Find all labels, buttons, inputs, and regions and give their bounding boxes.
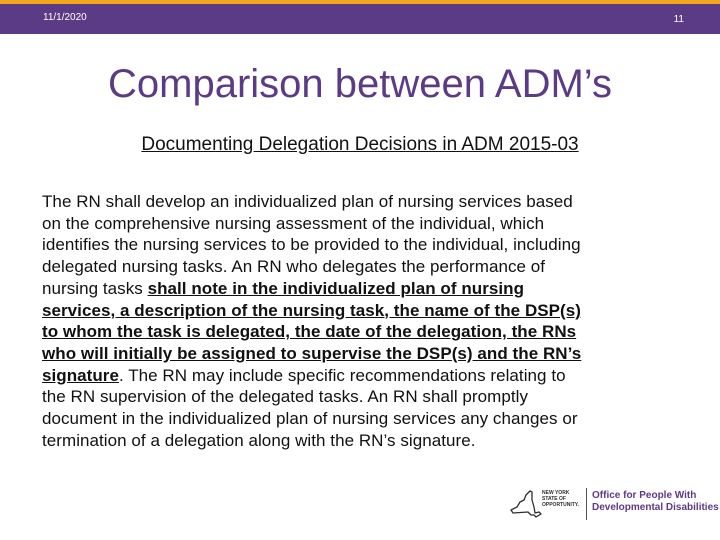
page-number: 11 — [673, 14, 684, 25]
body-line: termination of a delegation along with the RN’s signature. — [42, 430, 476, 450]
logo-state-line: NEW YORK — [542, 490, 570, 496]
body-text-emphasis: shall note in the individualized plan of nursing — [147, 278, 525, 298]
logo-state-text — [542, 490, 584, 508]
slide-body-text — [42, 191, 678, 451]
body-text-emphasis: signature — [42, 365, 119, 385]
body-line: document in the individualized plan of nursing services any changes or — [42, 409, 578, 429]
body-text-plain: . The RN may include specific recommendations relating to — [118, 365, 566, 385]
logo-office-line: Office for People With — [592, 490, 697, 501]
body-line: on the comprehensive nursing assessment of the individual, which — [42, 213, 545, 233]
body-line: the RN supervision of the delegated tasks. An RN shall promptly — [42, 387, 529, 407]
logo-state-line: STATE OF — [542, 496, 566, 502]
slide-date: 11/1/2020 — [43, 12, 87, 23]
header-accent-stripe — [0, 0, 720, 4]
logo-office-name — [592, 490, 718, 514]
opwdd-logo — [508, 484, 718, 524]
logo-office-line: Developmental Disabilities — [592, 502, 719, 513]
body-line: identifies the nursing services to be provided to the individual, including — [42, 235, 581, 255]
body-line — [42, 278, 678, 300]
slide-subtitle: Documenting Delegation Decisions in ADM 2015-03 — [141, 134, 579, 155]
body-line: The RN shall develop an individualized plan of nursing services based — [42, 192, 573, 211]
logo-divider — [586, 488, 587, 520]
new-york-state-outline-icon — [508, 488, 542, 520]
body-line — [42, 365, 678, 387]
body-text-plain: nursing tasks — [42, 278, 148, 298]
body-line-emphasis: who will initially be assigned to supervise the DSP(s) and the RN’s — [42, 343, 582, 363]
slide-title: Comparison between ADM’s — [108, 62, 612, 106]
body-line-emphasis: to whom the task is delegated, the date of the delegation, the RNs — [42, 322, 577, 342]
header-bar — [0, 0, 720, 34]
logo-state-line: OPPORTUNITY. — [542, 502, 579, 508]
body-line: delegated nursing tasks. An RN who delegates the performance of — [42, 257, 546, 277]
body-line-emphasis: services, a description of the nursing task, the name of the DSP(s) — [42, 300, 581, 320]
